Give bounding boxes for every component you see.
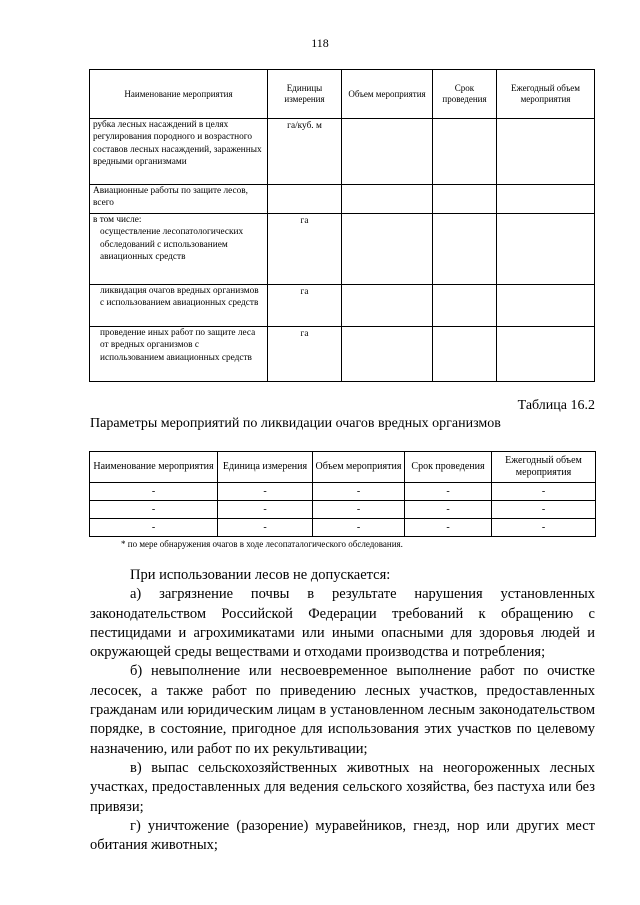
- list-item: г) уничтожение (разорение) муравейников, гнезд, нор или других мест обитания животных;: [90, 817, 595, 854]
- table-cell: -: [218, 501, 313, 519]
- table-row: [90, 185, 595, 214]
- header-cell: Срок проведения: [433, 70, 497, 119]
- empty-cell: [433, 185, 497, 214]
- table-row: [90, 119, 595, 185]
- header-cell: Наименование мероприятия: [90, 452, 218, 483]
- table-cell: -: [218, 519, 313, 537]
- table-row: [90, 285, 595, 327]
- row-name-text: ликвидация очагов вредных организмов с использованием авиационных средств: [100, 286, 259, 309]
- table-header-row: [90, 70, 595, 119]
- list-item: а) загрязнение почвы в результате нарушения установленных законодательством Российской Федерации требований к обращению с пестицидами и агрохимикатами или иными опасными для здоровья людей и окружающей среды веществами и отходами производства и потребления;: [90, 586, 595, 661]
- table-cell: -: [313, 501, 405, 519]
- table-cell: -: [492, 519, 596, 537]
- table-title: Параметры мероприятий по ликвидации очагов вредных организмов: [90, 416, 501, 431]
- row-unit-cell: га/куб. м: [268, 119, 342, 185]
- empty-cell: [342, 214, 433, 285]
- header-cell: Ежегодный объем мероприятия: [492, 452, 596, 483]
- empty-cell: [342, 119, 433, 185]
- row-unit-cell: га: [268, 327, 342, 382]
- header-cell: Срок проведения: [405, 452, 492, 483]
- table-row: [90, 519, 596, 537]
- table-cell: -: [405, 519, 492, 537]
- table-footnote: * по мере обнаружения очагов в ходе лесопаталогического обследования.: [121, 539, 403, 549]
- table-cell: -: [405, 501, 492, 519]
- list-item: в) выпас сельскохозяйственных животных на неогороженных лесных участках, предоставленных для ведения сельского хозяйства, без пастуха или без привязи;: [90, 759, 595, 815]
- table-row: [90, 483, 596, 501]
- list-item: б) невыполнение или несвоевременное выполнение работ по очистке лесосек, а также работ по приведению лесных участков, предоставленных гражданам или юридическим лицам в установленном лесным законодательством порядке, в состояние, пригодное для использования этих участков по целевому назначению, или работ по их рекультивации;: [90, 663, 595, 757]
- table-cell: -: [90, 501, 218, 519]
- header-cell: Ежегодный объем мероприятия: [497, 70, 595, 119]
- table-cell: -: [90, 483, 218, 501]
- table-row: [90, 501, 596, 519]
- header-cell: Наименование мероприятия: [90, 70, 268, 119]
- empty-cell: [497, 214, 595, 285]
- table-cell: -: [492, 483, 596, 501]
- page-number: 118: [311, 36, 329, 50]
- header-cell: Единицы измерения: [268, 70, 342, 119]
- empty-cell: [497, 119, 595, 185]
- empty-cell: [433, 119, 497, 185]
- table-row: [90, 214, 595, 285]
- row-name-cell: [90, 214, 268, 285]
- row-name-cell: Авиационные работы по защите лесов, всего: [90, 185, 268, 214]
- table-cell: -: [492, 501, 596, 519]
- row-name-line: осуществление лесопатологических обследований с использованием авиационных средств: [100, 227, 244, 263]
- empty-cell: [342, 327, 433, 382]
- table-cell: -: [405, 483, 492, 501]
- empty-cell: [433, 327, 497, 382]
- row-name-cell: [90, 327, 268, 382]
- forest-protection-table: [89, 69, 595, 382]
- row-name-text: проведение иных работ по защите леса от вредных организмов с использованием авиационных средств: [100, 328, 256, 363]
- empty-cell: [342, 185, 433, 214]
- empty-cell: [433, 214, 497, 285]
- row-unit-cell: [268, 185, 342, 214]
- table-header-row: [90, 452, 596, 483]
- empty-cell: [497, 285, 595, 327]
- table-label: Таблица 16.2: [517, 398, 595, 413]
- row-unit-cell: га: [268, 214, 342, 285]
- empty-cell: [433, 285, 497, 327]
- row-unit-cell: га: [268, 285, 342, 327]
- pest-foci-table: [89, 451, 596, 537]
- row-name-cell: рубка лесных насаждений в целях регулирования породного и возрастного составов лесных насаждений, зараженных вредными организмами: [90, 119, 268, 185]
- table-cell: -: [218, 483, 313, 501]
- table-cell: -: [313, 519, 405, 537]
- row-name-cell: [90, 285, 268, 327]
- empty-cell: [497, 327, 595, 382]
- table-cell: -: [90, 519, 218, 537]
- empty-cell: [342, 285, 433, 327]
- table-row: [90, 327, 595, 382]
- body-text: [90, 566, 595, 855]
- header-cell: Объем мероприятия: [313, 452, 405, 483]
- header-cell: Единица измерения: [218, 452, 313, 483]
- empty-cell: [497, 185, 595, 214]
- table-cell: -: [313, 483, 405, 501]
- row-name-line: в том числе:: [93, 215, 142, 225]
- intro-paragraph: При использовании лесов не допускается:: [130, 567, 391, 583]
- header-cell: Объем мероприятия: [342, 70, 433, 119]
